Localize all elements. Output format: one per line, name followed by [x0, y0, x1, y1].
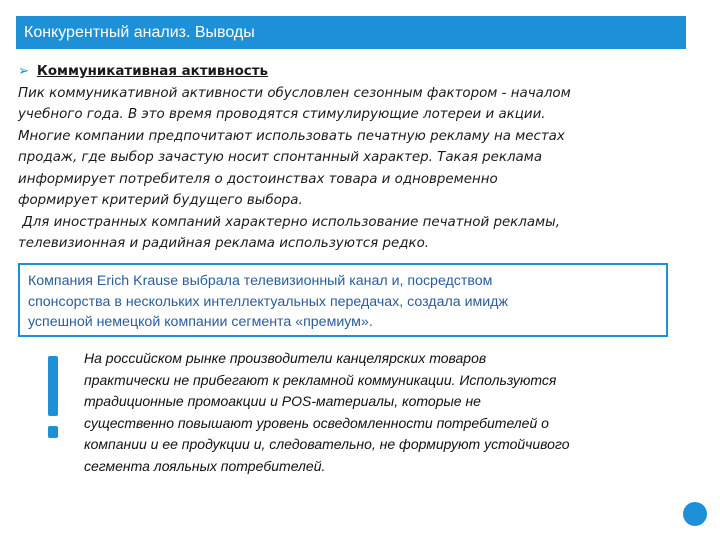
conclusion-note: [84, 348, 704, 477]
exclamation-icon: [44, 356, 64, 442]
callout-line: успешной немецкой компании сегмента «премиум».: [28, 314, 373, 330]
callout-box: [18, 263, 668, 337]
note-line: сегмента лояльных потребителей.: [84, 457, 326, 474]
exclamation-dot: [48, 426, 58, 438]
note-line: традиционные промоакции и POS-материалы, которые не: [84, 393, 481, 409]
note-line: существенно повышают уровень осведомленности потребителей о: [84, 414, 549, 431]
corner-decoration-dot: [683, 502, 707, 526]
section-line: Для иностранных компаний характерно использование печатной рекламы,: [18, 214, 560, 230]
section-line: Многие компании предпочитают использовать печатную рекламу на местах: [18, 128, 565, 144]
note-line: практически не прибегают к рекламной коммуникации. Используются: [84, 371, 557, 388]
section-line: продаж, где выбор зачастую носит спонтанный характер. Такая реклама: [18, 150, 543, 165]
section-line: учебного года. В это время проводятся стимулирующие лотереи и акции.: [18, 107, 546, 122]
arrow-bullet-icon: ➢: [18, 64, 30, 79]
callout-line: спонсорства в нескольких интеллектуальных передачах, создала имидж: [28, 293, 508, 310]
section-heading: [18, 61, 686, 83]
slide-title: Конкурентный анализ. Выводы: [16, 16, 686, 49]
section-line: формирует критерий будущего выбора.: [18, 193, 303, 208]
callout-line: Компания Erich Krause выбрала телевизионный канал и, посредством: [28, 273, 493, 289]
section-line: информирует потребителя о достоинствах товара и одновременно: [18, 171, 498, 187]
section-communicative-activity: [18, 61, 686, 255]
note-line: На российском рынке производители канцелярских товаров: [84, 350, 487, 366]
section-line: телевизионная и радийная реклама используются редко.: [18, 236, 430, 251]
note-line: компании и ее продукции и, следовательно, не формируют устойчивого: [84, 436, 570, 452]
section-line: Пик коммуникативной активности обусловлен сезонным фактором - началом: [18, 85, 571, 101]
exclamation-bar: [48, 356, 58, 416]
section-heading-text: Коммуникативная активность: [36, 64, 268, 79]
